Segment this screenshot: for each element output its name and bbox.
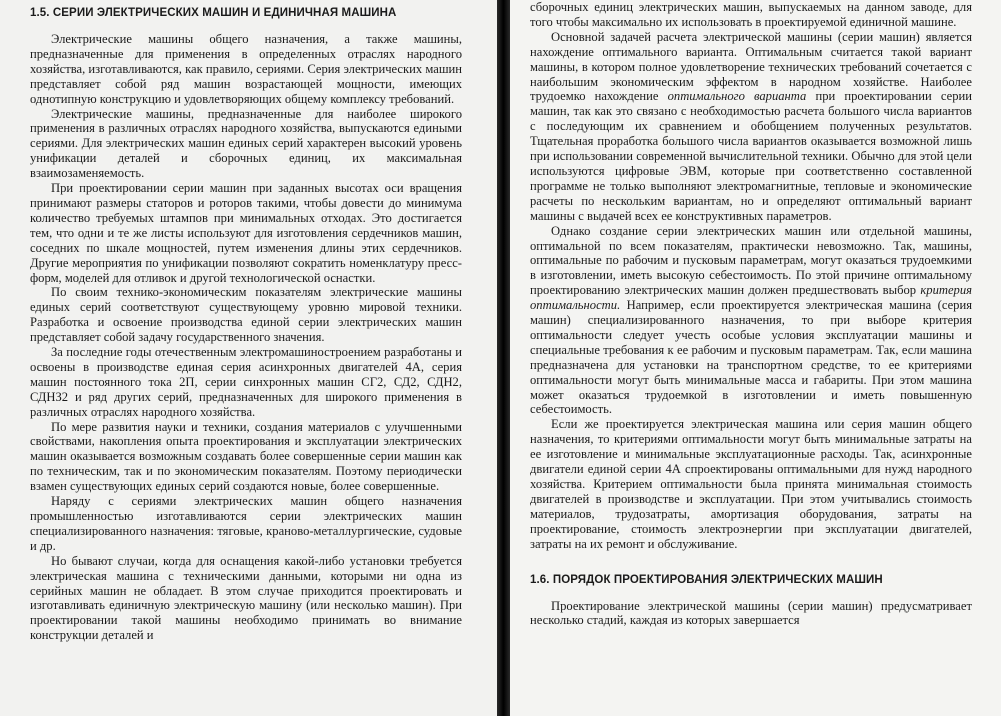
- paragraph: Но бывают случаи, когда для оснащения какой-либо установки требуется электрическая машина с техническими данными, которыми ни одна из серийных машин не обладает. В этом случае приходится проектировать и изготавливать единичную электрическую машину (или несколько машин). При проектировании такой машины необходимо принимать во внимание конструкции деталей и: [30, 553, 462, 643]
- right-page: [510, 0, 1001, 716]
- text-run: Основной задачей расчета электрической машины (серии машин) является нахождение оптимального варианта. Оптимальным считается такой вариант машины, в котором полное удовлетворение технических требований сочетается с наибольшим экономическим эффектом в народном хозяйстве. Наиболее трудоемко нахождение: [530, 29, 972, 104]
- paragraph: Электрические машины общего назначения, а также машины, предназначенные для применения в определенных отраслях народного хозяйства, изготавливаются, как правило, сериями. Серия электрических машин представляет собой ряд машин возрастающей мощности, имеющих однотипную конструкцию и удовлетворяющих общему комплексу требований.: [30, 32, 462, 106]
- right-page-text: [530, 0, 972, 628]
- text-run: Например, если проектируется электрическая машина (серия машин) специализированного назначения, то при выборе критерия оптимальности следует учесть особые условия эксплуатации машины и специальные требования к ее рабочим и пусковым параметрам. Так, если машина предназначена для установки на транспортном средстве, то ее критериями оптимальности могут быть минимальные масса и габариты. При этом машина может оказаться трудоемкой в изготовлении и иметь повышенную себестоимость.: [530, 298, 972, 417]
- paragraph: Наряду с сериями электрических машин общего назначения промышленностью изготавливаются серии электрических машин специализированного назначения: тяговые, краново-металлургические, судовые и др.: [30, 494, 462, 553]
- paragraph: [530, 224, 972, 418]
- paragraph: За последние годы отечественным электромашиностроением разработаны и освоены в производстве единая серия асинхронных двигателей 4А, серия машин постоянного тока 2П, серии синхронных машин СГ2, СД2, СДН2, СДНЗ2 и ряд других серий, предназначенных для широкого применения в различных отраслях народного хозяйства.: [30, 345, 462, 419]
- book-gutter: [497, 0, 510, 716]
- left-page: [0, 0, 497, 716]
- paragraph: [530, 30, 972, 224]
- paragraph: Электрические машины, предназначенные для наиболее широкого применения в различных отраслях народного хозяйства, выпускаются едиными сериями. Для электрических машин единых серий характерен высокий уровень унификации деталей и сборочных единиц, их максимальная взаимозаменяемость.: [30, 106, 462, 181]
- left-page-text: [30, 6, 462, 643]
- paragraph: По своим технико-экономическим показателям электрические машины единых серий соответствуют существующему уровню мировой техники. Разработка и освоение производства единой серии электрических машин представляет собой задачу государственного значения.: [30, 285, 462, 345]
- paragraph: Если же проектируется электрическая машина или серия машин общего назначения, то критериями оптимальности могут быть минимальные затраты на ее изготовление и минимальные эксплуатационные расходы. Так, асинхронные двигатели единой серии 4А спроектированы оптимальными для нужд народного хозяйства. Критерием оптимальности была принята минимальная стоимость двигателей в производстве и эксплуатации. При этом учитывались стоимость материалов, трудозатраты, амортизация оборудования, затраты на проектирование, стоимость электроэнергии при эксплуатации двигателей, затраты на их ремонт и обслуживание.: [530, 417, 972, 551]
- text-run: Однако создание серии электрических машин или отдельной машины, оптимальной по всем показателям, практически невозможно. Так, машины, оптимальные по рабочим и пусковым параметрам, могут оказаться трудоемкими в изготовлении, иметь высокую себестоимость. По этой причине оптимальному проектированию электрических машин должен предшествовать выбор: [530, 223, 972, 298]
- section-heading-1-5: 1.5. СЕРИИ ЭЛЕКТРИЧЕСКИХ МАШИН И ЕДИНИЧНАЯ МАШИНА: [30, 7, 397, 19]
- italic-term: оптимального варианта: [667, 89, 807, 104]
- section-heading-1-6: 1.6. ПОРЯДОК ПРОЕКТИРОВАНИЯ ЭЛЕКТРИЧЕСКИХ МАШИН: [530, 573, 883, 586]
- paragraph: По мере развития науки и техники, создания материалов с улучшенными свойствами, накопления опыта проектирования и эксплуатации электрических машин оказывается возможным создавать более совершенные серии машин как по техническим, так и по экономическим показателям. Поэтому периодически взамен существующих единых серий создаются новые, более совершенные.: [30, 419, 462, 494]
- italic-term: критерия оптимальности.: [530, 283, 972, 313]
- paragraph: При проектировании серии машин при заданных высотах оси вращения принимают размеры статоров и роторов такими, чтобы довести до минимума количество требуемых штампов при минимальных отходах. Это достигается тем, что одни и те же листы используют для изготовления сердечников машин, соседних по шкале мощностей, путем изменения длины этих сердечников. Другие мероприятия по унификации позволяют сократить номенклатуру пресс-форм, моделей для отливок и другой технологической оснастки.: [30, 181, 462, 285]
- paragraph: Проектирование электрической машины (серии машин) предусматривает несколько стадий, каждая из которых завершается: [530, 598, 972, 628]
- paragraph-continuation: сборочных единиц электрических машин, выпускаемых на данном заводе, для того чтобы максимально их использовать в проектируемой единичной машине.: [530, 0, 972, 29]
- text-run: при проектировании серии машин, так как это связано с необходимостью расчета большого числа вариантов с последующим их сравнением и обобщением полученных результатов. Тщательная проработка большого числа вариантов оказывается возможной лишь при использовании современной вычислительной техники. Обычно для этой цели используются цифровые ЭВМ, которые при соответственно составленной программе не только выполняют электромагнитные, тепловые и экономические расчеты по нескольким вариантам, но и определяют оптимальный вариант машины с выдачей всех ее конструктивных параметров.: [530, 89, 972, 223]
